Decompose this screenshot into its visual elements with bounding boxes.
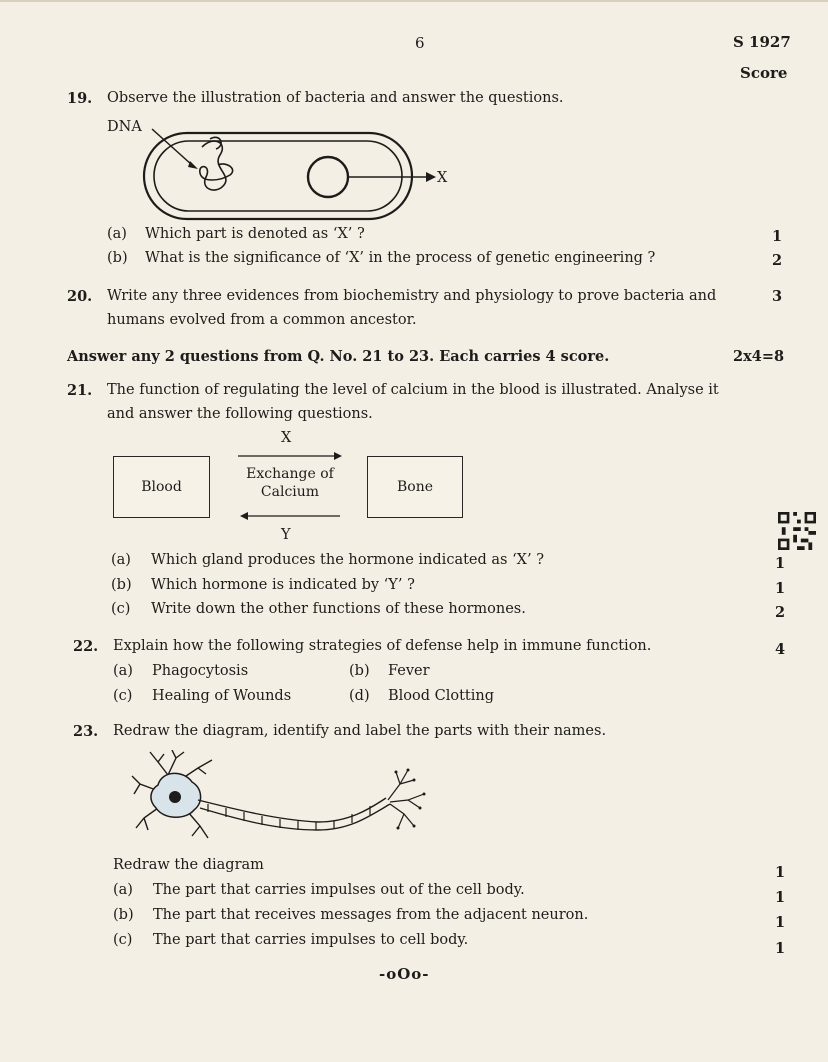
- q19a-letter: (a): [107, 226, 127, 242]
- q21b-mark: 1: [775, 580, 786, 597]
- qr-code: [777, 512, 817, 550]
- q23a-letter: (a): [113, 882, 133, 898]
- section-score: 2x4=8: [733, 348, 785, 365]
- q22-number: 22.: [73, 638, 99, 655]
- q21c-mark: 2: [775, 604, 786, 621]
- section-instruction: Answer any 2 questions from Q. No. 21 to 23. Each carries 4 score.: [67, 348, 610, 365]
- q21c-text: Write down the other functions of these hormones.: [151, 601, 526, 617]
- q22d-letter: (d): [349, 688, 370, 704]
- q19-text: Observe the illustration of bacteria and answer the questions.: [107, 90, 564, 106]
- q21c-letter: (c): [111, 601, 131, 617]
- bacteria-diagram: [140, 125, 460, 225]
- calcium-y-label: Y: [281, 527, 291, 543]
- q22a-text: Phagocytosis: [152, 663, 249, 679]
- q22-text: Explain how the following strategies of defense help in immune function.: [113, 638, 652, 654]
- neuron-diagram: [128, 750, 438, 850]
- q20-number: 20.: [67, 288, 93, 305]
- q23b-text: The part that receives messages from the adjacent neuron.: [153, 907, 589, 923]
- q23-redraw-text: Redraw the diagram: [113, 857, 264, 873]
- q22b-letter: (b): [349, 663, 370, 679]
- page-number: 6: [415, 34, 425, 52]
- blood-label: Blood: [141, 479, 182, 495]
- q21-number: 21.: [67, 382, 93, 399]
- exchange-line2: Calcium: [260, 484, 320, 500]
- q23a-text: The part that carries impulses out of the cell body.: [153, 882, 525, 898]
- q21a-text: Which gland produces the hormone indicated as ‘X’ ?: [151, 552, 545, 568]
- q23c-text: The part that carries impulses to cell body.: [153, 932, 469, 948]
- q21b-text: Which hormone is indicated by ‘Y’ ?: [151, 577, 415, 593]
- score-column-heading: Score: [740, 64, 788, 82]
- q23c-letter: (c): [113, 932, 133, 948]
- paper-code: S 1927: [733, 33, 791, 51]
- q21b-letter: (b): [111, 577, 132, 593]
- blood-box: [113, 456, 210, 518]
- bacteria-dna-label: DNA: [107, 119, 142, 135]
- q23a-mark: 1: [775, 889, 786, 906]
- exchange-line1: Exchange of: [246, 466, 334, 482]
- q20-text-line1: Write any three evidences from biochemistry and physiology to prove bacteria and: [107, 288, 717, 304]
- bone-label: Bone: [396, 479, 434, 495]
- q23-text: Redraw the diagram, identify and label the parts with their names.: [113, 723, 607, 739]
- q20-text-line2: humans evolved from a common ancestor.: [107, 312, 417, 328]
- q23c-mark: 1: [775, 940, 786, 957]
- q19-number: 19.: [67, 90, 93, 107]
- q21a-letter: (a): [111, 552, 131, 568]
- q19b-text: What is the significance of ‘X’ in the process of genetic engineering ?: [145, 250, 656, 266]
- q22a-letter: (a): [113, 663, 133, 679]
- q19a-mark: 1: [772, 228, 783, 245]
- q23-number: 23.: [73, 723, 99, 740]
- exchange-of-calcium-label: [238, 465, 342, 501]
- q23b-letter: (b): [113, 907, 134, 923]
- q21-text-line2: and answer the following questions.: [107, 406, 373, 422]
- q22-mark: 4: [775, 641, 786, 658]
- q21a-mark: 1: [775, 555, 786, 572]
- q23-redraw-mark: 1: [775, 864, 786, 881]
- q22d-text: Blood Clotting: [388, 688, 495, 704]
- end-of-paper-mark: -oOo-: [379, 965, 430, 983]
- q19a-text: Which part is denoted as ‘X’ ?: [145, 226, 365, 242]
- page-top-edge: [0, 0, 828, 2]
- q19b-mark: 2: [772, 252, 783, 269]
- q23b-mark: 1: [775, 914, 786, 931]
- bone-box: [367, 456, 463, 518]
- calcium-x-label: X: [281, 430, 292, 446]
- q19b-letter: (b): [107, 250, 128, 266]
- q20-mark: 3: [772, 288, 783, 305]
- q22b-text: Fever: [388, 663, 430, 679]
- q22c-text: Healing of Wounds: [152, 688, 292, 704]
- bacteria-x-label: X: [437, 170, 448, 186]
- q21-text-line1: The function of regulating the level of calcium in the blood is illustrated. Analyse it: [107, 382, 719, 398]
- q22c-letter: (c): [113, 688, 133, 704]
